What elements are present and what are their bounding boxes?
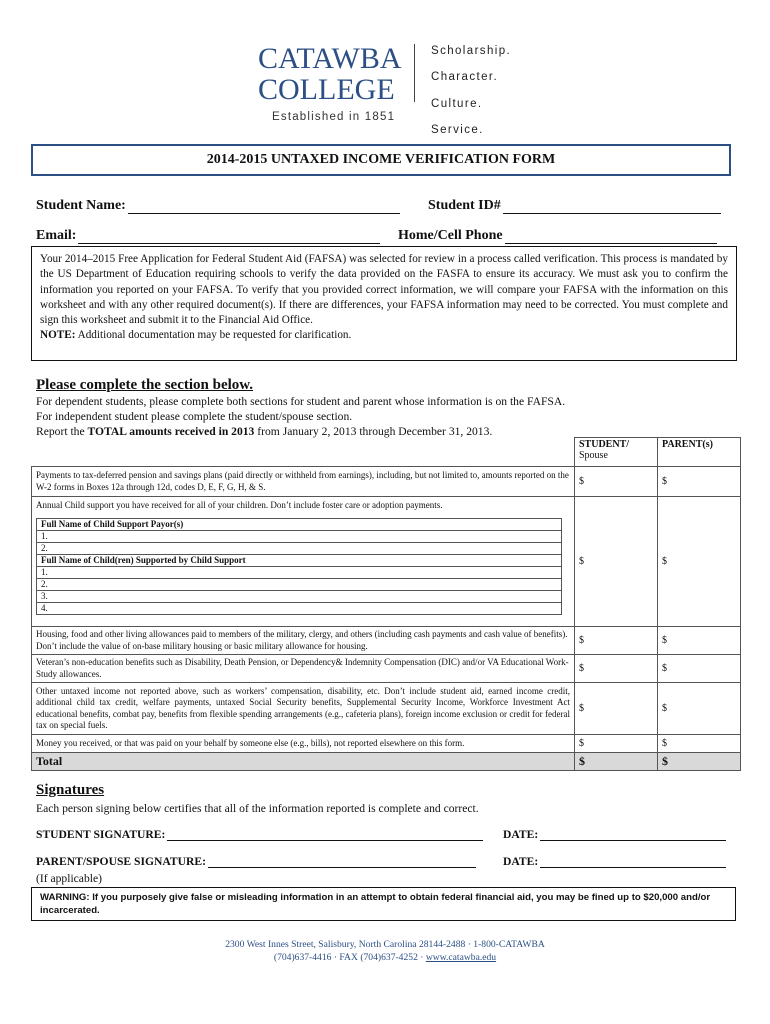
payor-header: Full Name of Child Support Payor(s)	[37, 518, 562, 530]
footer-contact	[0, 952, 770, 963]
email-field[interactable]	[36, 228, 380, 244]
warning-text: WARNING: If you purposely give false or misleading information in an attempt to obtain federal financial aid, you may be fined up to $20,000 and/or incarcerated.	[40, 892, 711, 916]
student-date-label: DATE:	[503, 828, 539, 841]
student-id-line[interactable]	[503, 201, 721, 214]
student-name-label: Student Name:	[36, 198, 126, 213]
parent-date-line[interactable]	[540, 855, 726, 868]
student-date-line[interactable]	[540, 828, 726, 841]
established-text: Established in 1851	[272, 111, 396, 123]
instruction-independent: For independent student please complete the student/spouse section.	[36, 410, 353, 423]
parent-signature-label: PARENT/SPOUSE SIGNATURE:	[36, 855, 206, 868]
total-row	[32, 753, 741, 771]
footer-phones: (704)637-4416 · FAX (704)637-4252 ·	[273, 952, 426, 963]
instruction-dependent: For dependent students, please complete both sections for student and parent whose information is on the FAFSA.	[36, 395, 566, 408]
parent-amount[interactable]: $	[658, 497, 741, 627]
row-desc: Payments to tax-deferred pension and savings plans (paid directly or withheld from earnings), including, but not limited to, amounts reported on the W-2 forms in Boxes 12a through 12d, codes D, E, F, G, H, & S.	[32, 467, 575, 497]
header-parent-label: PARENT(s)	[662, 439, 713, 450]
student-amount[interactable]: $	[575, 655, 658, 683]
header-student-sub: Spouse	[579, 450, 608, 461]
signatures-instruction: Each person signing below certifies that all of the information reported is complete and correct.	[36, 802, 479, 815]
student-id-label: Student ID#	[428, 198, 501, 213]
note-label: NOTE:	[40, 329, 76, 342]
instruction-report-post: from January 2, 2013 through December 31, 2013.	[254, 425, 493, 438]
student-name-field[interactable]	[36, 198, 400, 214]
student-amount[interactable]: $	[575, 467, 658, 497]
student-amount[interactable]: $	[575, 497, 658, 627]
student-amount[interactable]: $	[575, 683, 658, 735]
email-line[interactable]	[78, 231, 380, 244]
payor-line-2[interactable]: 2.	[37, 542, 562, 554]
parent-signature-field[interactable]	[36, 855, 476, 868]
child-line-2[interactable]: 2.	[37, 578, 562, 590]
table-header-blank	[32, 438, 575, 467]
payor-line-1[interactable]: 1.	[37, 530, 562, 542]
section-heading: Please complete the section below.	[36, 377, 254, 393]
table-row	[32, 735, 741, 753]
phone-field[interactable]	[398, 228, 717, 244]
form-title	[31, 144, 731, 176]
child-line-1[interactable]: 1.	[37, 566, 562, 578]
parent-signature-line[interactable]	[208, 855, 476, 868]
tagline-scholarship: Scholarship.	[431, 45, 512, 57]
note-text: Additional documentation may be requested for clarification.	[75, 329, 352, 342]
form-title-text: 2014-2015 UNTAXED INCOME VERIFICATION FORM	[206, 152, 556, 167]
logo-text-college: COLLEGE	[258, 73, 395, 106]
header-student-label: STUDENT/	[579, 439, 630, 450]
if-applicable-note: (If applicable)	[36, 872, 102, 885]
tagline-service: Service.	[431, 124, 484, 136]
row-desc: Housing, food and other living allowances paid to members of the military, clergy, and others (including cash payments and cash value of benefits). Don’t include the value of on-base military housing or basic military allowance for housing.	[32, 627, 575, 655]
student-signature-line[interactable]	[167, 828, 483, 841]
student-signature-field[interactable]	[36, 828, 483, 841]
parent-amount[interactable]: $	[658, 655, 741, 683]
instruction-report-bold: TOTAL amounts received in 2013	[87, 425, 255, 438]
child-line-3[interactable]: 3.	[37, 590, 562, 602]
phone-label: Home/Cell Phone	[398, 228, 503, 243]
instruction-report-pre: Report the	[36, 425, 88, 438]
warning-box	[31, 887, 736, 921]
parent-amount[interactable]: $	[658, 627, 741, 655]
student-amount[interactable]: $	[575, 735, 658, 753]
parent-amount[interactable]: $	[658, 735, 741, 753]
total-student[interactable]: $	[575, 753, 658, 771]
email-label: Email:	[36, 228, 77, 243]
student-signature-label: STUDENT SIGNATURE:	[36, 828, 166, 841]
intro-text: Your 2014–2015 Free Application for Federal Student Aid (FAFSA) was selected for review in a process called verification. This process is mandated by the US Department of Education requiring schools to verify the data provided on the FASFA to ensure its accuracy. We must ask you to confirm the information you reported on your FAFSA. To verify that you provided correct information, we will compare your FAFSA with the information on this worksheet and with any other required document(s). If there are differences, your FAFSA information may need to be corrected. You must complete and sign this worksheet and submit it to the Financial Aid Office.	[40, 253, 728, 327]
table-row	[32, 655, 741, 683]
income-table	[31, 437, 741, 771]
row-desc: Other untaxed income not reported above, such as workers’ compensation, disability, etc. Don’t include student aid, earned income credit, additional child tax credit, welfare payments, untaxed Social Security benefits, Supplemental Security Income, Workforce Investment Act educational benefits, combat pay, benefits from flexible spending arrangements (e.g., cafeteria plans), foreign income exclusion or credit for federal tax on special fuels.	[32, 683, 575, 735]
table-row	[32, 627, 741, 655]
parent-amount[interactable]: $	[658, 683, 741, 735]
intro-box	[31, 246, 737, 361]
child-support-subtable	[36, 518, 562, 615]
child-line-4[interactable]: 4.	[37, 602, 562, 614]
table-row	[32, 467, 741, 497]
row-desc: Veteran’s non-education benefits such as Disability, Death Pension, or Dependency& Indemnity Compensation (DIC) and/or VA Educational Work-Study allowances.	[32, 655, 575, 683]
logo-divider	[414, 44, 415, 102]
child-support-cell	[32, 497, 575, 627]
student-name-line[interactable]	[128, 201, 400, 214]
tagline-culture: Culture.	[431, 98, 483, 110]
total-parent[interactable]: $	[658, 753, 741, 771]
parent-amount[interactable]: $	[658, 467, 741, 497]
logo-text-catawba: CATAWBA	[258, 42, 402, 75]
children-header: Full Name of Child(ren) Supported by Child Support	[37, 554, 562, 566]
parent-date-label: DATE:	[503, 855, 539, 868]
student-date-field[interactable]	[503, 828, 726, 841]
phone-line[interactable]	[505, 231, 717, 244]
student-amount[interactable]: $	[575, 627, 658, 655]
table-row	[32, 497, 741, 627]
tagline-character: Character.	[431, 71, 499, 83]
parent-date-field[interactable]	[503, 855, 726, 868]
header-parent	[658, 438, 741, 467]
total-label: Total	[32, 753, 575, 771]
row-desc: Money you received, or that was paid on your behalf by someone else (e.g., bills), not reported elsewhere on this form.	[32, 735, 575, 753]
table-row	[32, 683, 741, 735]
student-id-field[interactable]	[428, 198, 721, 214]
row-desc: Annual Child support you have received for all of your children. Don’t include foster care or adoption payments.	[36, 500, 443, 510]
signatures-heading: Signatures	[36, 782, 105, 798]
footer-address: 2300 West Innes Street, Salisbury, North Carolina 28144-2488 · 1-800-CATAWBA	[225, 939, 545, 950]
website-link[interactable]: www.catawba.edu	[425, 952, 497, 963]
header-student	[575, 438, 658, 467]
